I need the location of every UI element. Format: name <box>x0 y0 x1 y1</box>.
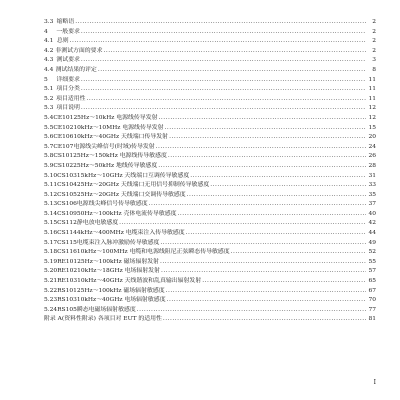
toc-entry <box>44 208 376 218</box>
toc-entry <box>44 285 376 295</box>
dot-leader <box>178 211 367 217</box>
toc-entry <box>44 141 376 151</box>
toc-entry-page: 57 <box>368 268 376 275</box>
toc-entry-title: 10kHz～40GHz 电场辐射敏感度 <box>76 297 166 304</box>
toc-entry-code: CS112 <box>57 220 77 227</box>
toc-entry <box>44 131 376 141</box>
toc-entry <box>44 237 376 247</box>
toc-entry-page: 2 <box>372 28 376 35</box>
toc-entry-page: 44 <box>368 230 376 237</box>
toc-entry <box>44 160 376 170</box>
toc-entry-code: CS103 <box>57 172 77 179</box>
toc-entry-number: 5.15 <box>44 220 58 227</box>
toc-entry-page: 12 <box>368 105 376 112</box>
page-number: I <box>373 379 376 386</box>
toc-entry <box>44 170 376 180</box>
dot-leader <box>156 144 366 150</box>
dot-leader <box>186 230 366 236</box>
toc-entry <box>44 74 376 84</box>
toc-entry-title: 总则 <box>56 38 69 45</box>
toc-entry-number: 5.4 <box>44 114 54 121</box>
dot-leader <box>231 249 366 255</box>
dot-leader <box>149 201 366 207</box>
toc-entry-page: 28 <box>368 162 376 169</box>
toc-entry <box>44 150 376 160</box>
toc-entry-page: 52 <box>368 249 376 256</box>
dot-leader <box>70 38 366 44</box>
dot-leader <box>161 268 366 274</box>
toc-entry <box>44 64 376 74</box>
dot-leader <box>166 288 366 294</box>
toc-entry-code: RS105 <box>57 306 77 313</box>
toc-entry-number: 附录 A <box>44 316 62 323</box>
toc-entry-title: 电缆束注入脉冲激励传导敏感度 <box>76 239 160 246</box>
toc-entry-page: 15 <box>368 124 376 131</box>
toc-entry-page: 31 <box>368 172 376 179</box>
toc-entry-code: CE102 <box>53 124 74 131</box>
toc-entry <box>44 246 376 256</box>
toc-entry <box>44 45 376 55</box>
dot-leader <box>160 259 366 265</box>
toc-entry-title: 静电放电敏感度 <box>76 220 119 227</box>
dot-leader <box>167 297 366 303</box>
toc-entry-code: CE106 <box>53 134 74 141</box>
dot-leader <box>163 316 366 322</box>
toc-entry-page: 81 <box>368 316 376 323</box>
toc-entry-title: 项目分类 <box>56 86 80 93</box>
toc-entry-number: 5.22 <box>44 287 58 294</box>
toc-entry-title: 电源线尖峰信号传导敏感度 <box>76 201 148 208</box>
toc-entry-code: RE102 <box>57 268 78 275</box>
toc-entry <box>44 16 376 26</box>
dot-leader <box>187 192 366 198</box>
toc-entry-number: 5.14 <box>44 210 58 217</box>
dot-leader <box>87 96 366 102</box>
toc-entry-number: 5.6 <box>44 134 54 141</box>
dot-leader <box>169 134 366 140</box>
toc-entry-page: 70 <box>368 297 376 304</box>
dot-leader <box>160 240 366 246</box>
toc-entry-code: CS104 <box>57 182 77 189</box>
toc-entry-page: 8 <box>372 66 376 73</box>
toc-entry <box>44 122 376 132</box>
toc-entry-title: 4kHz～400MHz 电缆束注入传导敏感度 <box>76 230 185 237</box>
toc-entry-code: CS109 <box>57 210 77 217</box>
toc-entry-page: 55 <box>368 258 376 265</box>
toc-entry-number: 5.9 <box>44 162 54 169</box>
toc-entry-title: 25Hz～20GHz 天线端口无用信号抑制传导敏感度 <box>76 182 210 189</box>
toc-entry-code: RS103 <box>57 297 77 304</box>
dot-leader <box>202 278 366 284</box>
toc-entry-title: (资料性附录) 各项目对 EUT 的适用性 <box>61 316 162 323</box>
toc-entry-title: 25Hz～20GHz 天线端口交调传导敏感度 <box>76 191 186 198</box>
toc-entry-page: 12 <box>368 114 376 121</box>
dot-leader <box>165 125 366 131</box>
toc-entry-code: CS101 <box>53 153 74 160</box>
toc-entry-number: 4.4 <box>44 66 54 73</box>
toc-entry-title: 缩略语 <box>56 19 75 25</box>
toc-entry-page: 3 <box>372 57 376 64</box>
toc-entry-title: 瞬态电磁场辐射敏感度 <box>76 306 136 313</box>
toc-entry-code: CE107 <box>53 143 74 150</box>
toc-entry-page: 24 <box>368 143 376 150</box>
dot-leader <box>168 153 366 159</box>
toc-entry-number: 5.7 <box>44 143 54 150</box>
toc-entry-number: 5 <box>44 76 48 83</box>
toc-entry <box>44 265 376 275</box>
dot-leader <box>98 67 366 73</box>
toc-entry-page: 11 <box>368 95 376 102</box>
toc-entry-code: CS102 <box>53 162 74 169</box>
dot-leader <box>158 115 366 121</box>
toc-entry-code: RS101 <box>57 287 77 294</box>
toc-entry-page: 35 <box>368 191 376 198</box>
toc-entry-number: 5.1 <box>44 86 54 93</box>
toc-entry-number: 5.23 <box>44 297 58 304</box>
toc-entry-title: 25Hz～10kHz 电源线传导发射 <box>73 114 158 121</box>
toc-entry-title: 测试要求 <box>56 57 80 64</box>
toc-entry-page: 67 <box>368 287 376 294</box>
toc-entry <box>44 227 376 237</box>
toc-entry <box>44 35 376 45</box>
toc-entry-number: 5.11 <box>44 182 58 189</box>
toc-entry-title: 10kHz～10MHz 电源线传导发射 <box>73 124 164 131</box>
toc-entry-number: 4.2 <box>44 47 54 54</box>
toc-entry-number: 5.21 <box>44 278 58 285</box>
toc-entry-title: 项目说明 <box>56 105 80 112</box>
toc-entry-page: 2 <box>372 19 376 25</box>
toc-entry-number: 5.8 <box>44 153 54 160</box>
toc-entry-number: 5.16 <box>44 230 58 237</box>
dot-leader <box>81 86 366 92</box>
toc-entry-code: CS106 <box>57 201 77 208</box>
toc-entry <box>44 83 376 93</box>
toc-entry-page: 33 <box>368 182 376 189</box>
toc-entry-title: 25Hz～100kHz 磁场辐射发射 <box>77 258 160 265</box>
toc-entry-page: 37 <box>368 201 376 208</box>
dot-leader <box>137 307 366 313</box>
toc-entry <box>44 54 376 64</box>
toc-entry-number: 5.5 <box>44 124 54 131</box>
toc-entry-page: 26 <box>368 153 376 160</box>
dot-leader <box>210 182 366 188</box>
toc-entry-title: 一般要求 <box>56 28 80 35</box>
toc-entry-number: 5.17 <box>44 239 58 246</box>
toc-entry-number: 5.20 <box>44 268 58 275</box>
toc-entry-number: 5.2 <box>44 95 54 102</box>
toc-entry-title: 10kHz～40GHz 天线端口传导发射 <box>73 134 169 141</box>
toc-entry <box>44 112 376 122</box>
toc-entry-title: 25Hz～50kHz 地线传导敏感度 <box>73 162 158 169</box>
dot-leader <box>190 173 366 179</box>
toc-entry-page: 49 <box>368 239 376 246</box>
toc-entry-code: RE101 <box>57 258 78 265</box>
toc-entry <box>44 198 376 208</box>
toc-entry-title: 项目适用性 <box>56 95 86 102</box>
toc-entry-title: 非测试方面的要求 <box>55 47 103 54</box>
toc-entry <box>44 102 376 112</box>
toc-entry-code: CS114 <box>57 230 77 237</box>
toc-entry-page: 65 <box>368 278 376 285</box>
toc-page <box>44 16 376 323</box>
toc-entry-page: 20 <box>368 134 376 141</box>
toc-entry-title: 15kHz～10GHz 天线端口互调传导敏感度 <box>76 172 190 179</box>
toc-entry <box>44 217 376 227</box>
toc-entry-code: CS105 <box>57 191 77 198</box>
toc-entry-number: 4 <box>44 28 48 35</box>
toc-entry <box>44 179 376 189</box>
toc-entry-code: CS116 <box>57 249 77 256</box>
toc-entry-title: 50Hz～100kHz 壳体电流传导敏感度 <box>76 210 177 217</box>
toc-entry-page: 11 <box>368 76 376 83</box>
toc-entry-number: 4.1 <box>44 38 54 45</box>
toc-entry-title: 25Hz～150kHz 电源线传导敏感度 <box>73 153 167 160</box>
dot-leader <box>119 220 366 226</box>
toc-entry <box>44 275 376 285</box>
dot-leader <box>81 29 366 35</box>
toc-entry-number: 5.24 <box>44 306 58 313</box>
toc-entry-number: 5.12 <box>44 191 58 198</box>
toc-entry-title: 电源线尖峰信号(时域)传导发射 <box>73 143 155 150</box>
toc-entry-page: 2 <box>372 38 376 45</box>
toc-entry-title: 测试结果的评定 <box>55 66 97 73</box>
toc-entry-title: 10kHz～100MHz 电缆和电源线阻尼正弦瞬态传导敏感度 <box>76 249 230 256</box>
toc-entry-code: CS115 <box>57 239 77 246</box>
toc-entry-number: 5.19 <box>44 258 58 265</box>
toc-entry-page: 40 <box>368 210 376 217</box>
toc-entry <box>44 304 376 314</box>
toc-entry-title: 25Hz～100kHz 磁场辐射敏感度 <box>76 287 165 294</box>
toc-entry-number: 4.3 <box>44 57 54 64</box>
toc-entry-number: 5.3 <box>44 105 54 112</box>
toc-entry-page: 42 <box>368 220 376 227</box>
dot-leader <box>158 163 366 169</box>
toc-entry-number: 5.10 <box>44 172 58 179</box>
toc-entry <box>44 93 376 103</box>
toc-entry <box>44 256 376 266</box>
toc-entry-title: 详细要求 <box>56 76 80 83</box>
toc-entry-title: 10kHz～18GHz 电场辐射发射 <box>77 268 160 275</box>
dot-leader <box>81 105 366 111</box>
toc-entry-number: 3.3 <box>44 19 54 25</box>
toc-entry-code: RE103 <box>57 278 78 285</box>
toc-entry <box>44 294 376 304</box>
toc-entry-page: 2 <box>372 47 376 54</box>
toc-entry-number: 5.13 <box>44 201 58 208</box>
toc-entry <box>44 26 376 36</box>
toc-entry-code: CE101 <box>53 114 74 121</box>
toc-entry <box>44 189 376 199</box>
toc-entry-page: 11 <box>368 86 376 93</box>
toc-entry <box>44 313 376 323</box>
toc-entry-page: 77 <box>368 306 376 313</box>
toc-entry-title: 10kHz～40GHz 天线谐波和乱真输出辐射发射 <box>77 278 202 285</box>
dot-leader <box>103 48 366 54</box>
dot-leader <box>81 77 366 83</box>
dot-leader <box>75 19 366 25</box>
dot-leader <box>81 57 366 63</box>
toc-entry-number: 5.18 <box>44 249 58 256</box>
